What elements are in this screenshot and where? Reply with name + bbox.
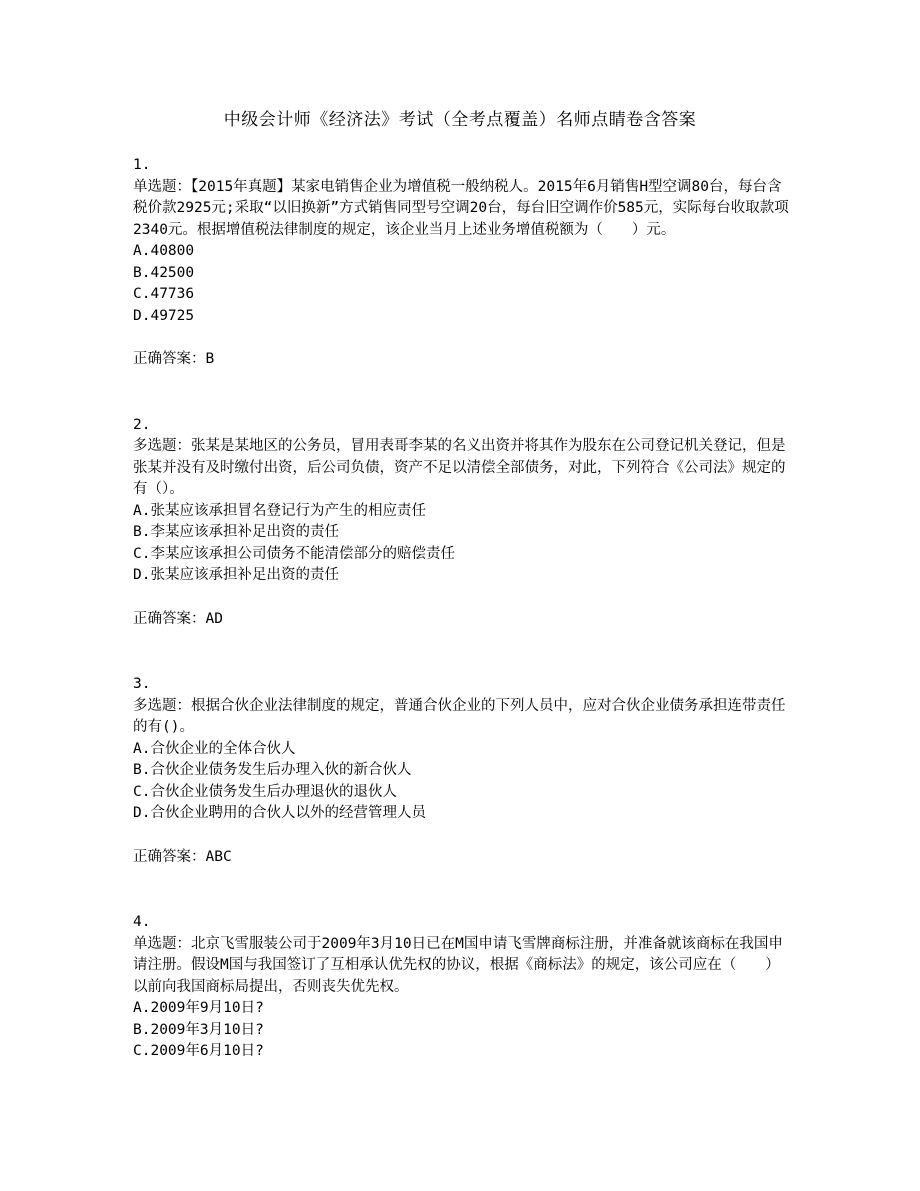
question-stem: 多选题：根据合伙企业法律制度的规定，普通合伙企业的下列人员中，应对合伙企业债务承担连带责任的有()。 bbox=[133, 697, 786, 735]
document-title: 中级会计师《经济法》考试（全考点覆盖）名师点睛卷含答案 bbox=[223, 110, 697, 130]
option-list bbox=[133, 501, 793, 587]
question-item bbox=[133, 415, 793, 631]
option-list bbox=[133, 241, 793, 327]
option-d: D.49725 bbox=[133, 307, 195, 324]
option-a: A.40800 bbox=[133, 243, 195, 259]
correct-answer: 正确答案：ABC bbox=[133, 848, 232, 865]
question-list bbox=[133, 155, 793, 1107]
question-item bbox=[133, 674, 793, 868]
option-c: C.2009年6月10日? bbox=[133, 1043, 264, 1059]
option-list bbox=[133, 998, 793, 1063]
option-d: D.张某应该承担补足出资的责任 bbox=[133, 567, 339, 583]
question-stem: 单选题：北京飞雪服装公司于2009年3月10日已在M国申请飞雪牌商标注册，并准备就该商标在我国申请注册。假设M国与我国签订了互相承认优先权的协议，根据《商标法》的规定，该公司应在（ ）以前向我国商标局提出，否则丧失优先权。 bbox=[133, 935, 783, 995]
question-item bbox=[133, 155, 793, 371]
option-list bbox=[133, 739, 793, 825]
question-stem: 单选题：【2015年真题】某家电销售企业为增值税一般纳税人。2015年6月销售H型空调80台，每台含税价款2925元;采取“以旧换新”方式销售同型号空调20台，每台旧空调作价585元，实际每台收取款项2340元。根据增值税法律制度的规定，该企业当月上述业务增值税额为（ ）元。 bbox=[133, 178, 789, 238]
question-stem: 多选题：张某是某地区的公务员，冒用表哥李某的名义出资并将其作为股东在公司登记机关登记，但是张某并没有及时缴付出资，后公司负债，资产不足以清偿全部债务，对此，下列符合《公司法》规定的有（）。 bbox=[133, 438, 786, 497]
option-c: C.47736 bbox=[133, 286, 195, 302]
question-item bbox=[133, 912, 793, 1063]
option-b: B.李某应该承担补足出资的责任 bbox=[133, 524, 339, 540]
question-number: 3. bbox=[133, 676, 151, 692]
option-c: C.李某应该承担公司债务不能清偿部分的赔偿责任 bbox=[133, 545, 455, 562]
option-c: C.合伙企业债务发生后办理退伙的退伙人 bbox=[133, 783, 397, 800]
correct-answer: 正确答案：AD bbox=[133, 610, 223, 627]
correct-answer: 正确答案：B bbox=[133, 351, 215, 367]
question-number: 2. bbox=[133, 416, 151, 433]
question-number: 4. bbox=[133, 914, 151, 930]
question-number: 1. bbox=[133, 157, 151, 173]
option-b: B.42500 bbox=[133, 264, 195, 281]
option-b: B.2009年3月10日? bbox=[133, 1021, 264, 1038]
option-d: D.合伙企业聘用的合伙人以外的经营管理人员 bbox=[133, 805, 426, 821]
option-b: B.合伙企业债务发生后办理入伙的新合伙人 bbox=[133, 762, 412, 778]
option-a: A.张某应该承担冒名登记行为产生的相应责任 bbox=[133, 502, 426, 519]
option-a: A.合伙企业的全体合伙人 bbox=[133, 740, 296, 757]
option-a: A.2009年9月10日? bbox=[133, 1000, 264, 1016]
